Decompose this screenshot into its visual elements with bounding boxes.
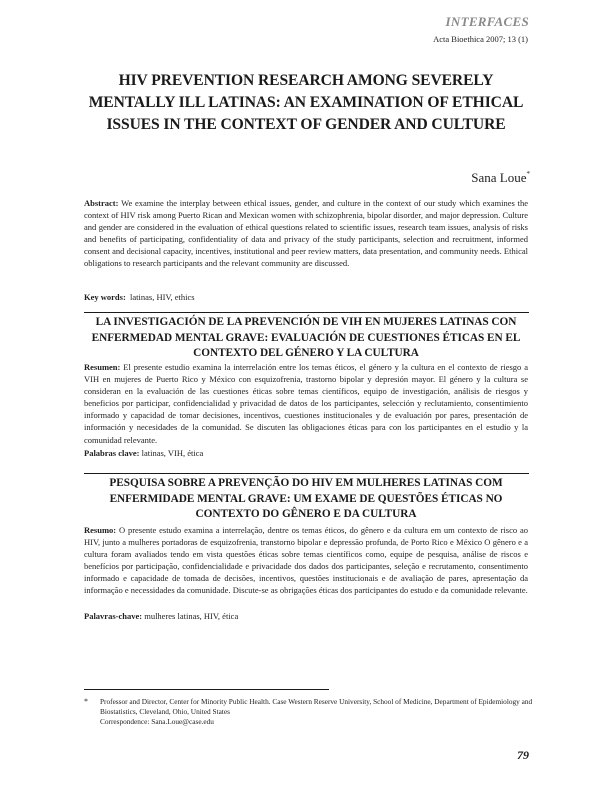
portuguese-keywords-label: Palavras-chave: [84,611,143,621]
portuguese-abstract-label: Resumo: [84,525,117,535]
portuguese-abstract-text: O presente estudo examina a interrelação, dentre os temas éticos, do gênero e da cultura em um contexto de risco ao HIV, junto a mulheres portadoras de esquizofrenia, transtorno bipolar e depressão profunda, de Porto Rico e México O gênero e a cultura foram avaliados tendo em vista questões éticas sobre temas científicos como, equipe de pesquisa, análise de riscos e benefícios por participação, confidencialidade e privacidade dos dados dos participantes, seleção e recrutamento, consentimento informado e capacidade de tomada de decisões, incentivos, questões institucionais e de avaliação de pares, apresentação da informação e necessidades da comunidade. Discute-se as obrigações éticas dos participantes do estudo e da comunidade relevante. [84,525,529,596]
spanish-keywords-label: Palabras clave: [84,448,140,458]
journal-citation: Acta Bioethica 2007; 13 (1) [433,34,528,44]
footnote-mark: * [84,697,88,706]
author-name-text: Sana Loue [471,170,527,185]
author-footnote-mark: * [526,170,530,178]
author-name [471,170,530,186]
footnote-divider [84,689,329,690]
spanish-keywords [84,448,203,458]
spanish-title: LA INVESTIGACIÓN DE LA PREVENCIÓN DE VIH EN MUJERES LATINAS CON ENFERMEDAD MENTAL GRAVE: EVALUACIÓN DE CUESTIONES ÉTICAS EN EL CONTEXTO DEL GÉNERO Y LA CULTURA [91,316,521,359]
english-keywords-label: Key words: [84,292,126,302]
english-abstract [84,197,528,270]
journal-section-label: INTERFACES [445,14,529,29]
spanish-keywords-text: latinas, VIH, ética [141,448,204,458]
page-number: 79 [517,748,529,762]
correspondence-label: Correspondence: [100,717,150,726]
english-keywords-text: latinas, HIV, ethics [130,292,195,302]
spanish-abstract [84,361,528,446]
correspondence-email[interactable]: Sana.Loue@case.edu [151,717,214,726]
section-divider-spanish [84,312,529,313]
footnote-correspondence [100,717,534,727]
spanish-abstract-label: Resumen: [84,362,121,372]
portuguese-keywords [84,611,238,621]
section-divider-portuguese [84,473,529,474]
footnote-affiliation: Professor and Director, Center for Minority Public Health. Case Western Reserve University, School of Medicine, Department of Epidemiology and Biostatistics, Cleveland, Ohio, United States [100,697,533,716]
english-abstract-text: We examine the interplay between ethical issues, gender, and culture in the context of our study which examines the context of HIV risk among Puerto Rican and Mexican women with schizophrenia, bipolar disorder, and major depression. Culture and gender are considered in the evaluation of ethical questions related to scientific issues, research team issues, analysis of risks and benefits of participating, confidentiality of data and privacy of the study participants, selection and recruitment, informed consent and decisional capacity, incentives, institutional and peer review matters, data presentation, and community needs. Ethical obligations to research participants and the relevant community are discussed. [84,198,528,269]
english-keywords [84,292,195,302]
article-title: HIV PREVENTION RESEARCH AMONG SEVERELY MENTALLY ILL LATINAS: AN EXAMINATION OF ETHICAL ISSUES IN THE CONTEXT OF GENDER AND CULTURE [88,72,524,133]
spanish-abstract-text: El presente estudio examina la interrelación entre los temas éticos, el género y la cultura en el contexto de riesgo a VIH en mujeres de Puerto Rico y México con esquizofrenia, trastorno bipolar y depresión mayor. El género y la cultura se consideran en la evaluación de las cuestiones éticas sobre temas científicos, equipo de investigación, análisis de riesgos y beneficios por participar, confidencialidad y privacidad de datos de los participantes, selección y reclutamiento, consentimiento informado y capacidad de tomar decisiones, incentivos, cuestiones institucionales y de evaluación por pares, presentación de información y necesidades de la comunidad. Se discuten las obligaciones éticas para con los participantes en el estudio y la comunidad relevante. [84,362,529,445]
english-abstract-label: Abstract: [84,198,119,208]
portuguese-abstract [84,524,528,597]
author-footnote [84,697,534,727]
portuguese-keywords-text: mulheres latinas, HIV, ética [144,611,239,621]
portuguese-title: PESQUISA SOBRE A PREVENÇÃO DO HIV EM MULHERES LATINAS COM ENFERMIDADE MENTAL GRAVE: UM EXAME DE QUESTÕES ÉTICAS NO CONTEXTO DO GÊNERO E DA CULTURA [109,477,503,520]
